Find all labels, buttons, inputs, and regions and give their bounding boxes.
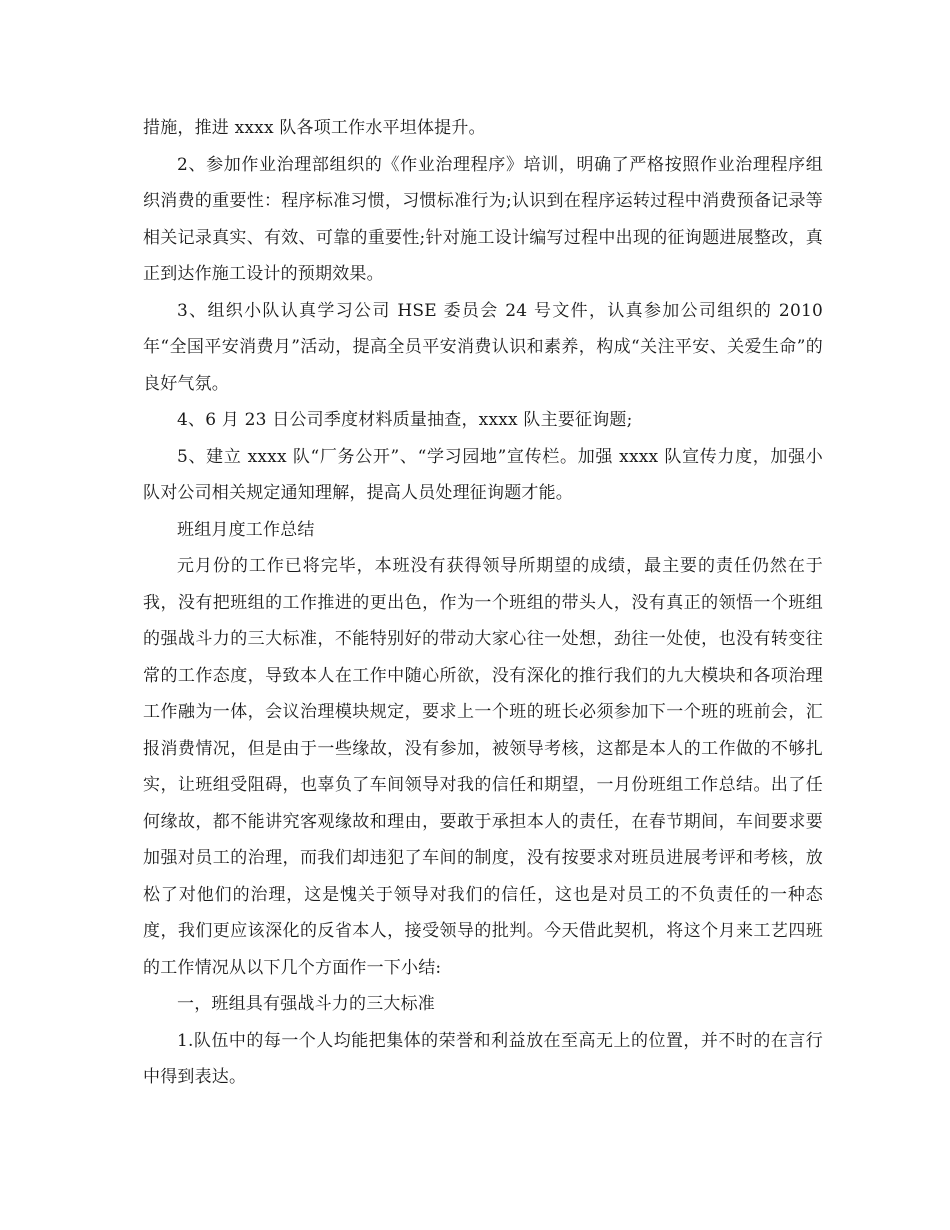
paragraph-item-5: 5、建立 xxxx 队“厂务公开”、“学习园地”宣传栏。加强 xxxx 队宣传力度，加强小队对公司相关规定通知理解，提高人员处理征询题才能。 xyxy=(143,446,823,503)
subheading-standards: 一，班组具有强战斗力的三大标准 xyxy=(177,994,435,1014)
section-heading: 班组月度工作总结 xyxy=(177,519,315,540)
paragraph-continuation: 措施，推进 xxxx 队各项工作水平坦体提升。 xyxy=(143,118,486,138)
paragraph-item-2: 2、参加作业治理部组织的《作业治理程序》培训，明确了严格按照作业治理程序组织消费的重要性：程序标准习惯，习惯标准行为;认识到在程序运转过程中消费预备记录等相关记录真实、有效、可靠的重要性;针对施工设计编写过程中出现的征询题进展整改，真正到达作施工设计的预期效果。 xyxy=(143,154,823,284)
paragraph-summary-body: 元月份的工作已将完毕，本班没有获得领导所期望的成绩，最主要的责任仍然在于我，没有把班组的工作推进的更出色，作为一个班组的带头人，没有真正的领悟一个班组的强战斗力的三大标准，不能特别好的带动大家心往一处想，劲往一处使，也没有转变往常的工作态度，导致本人在工作中随心所欲，没有深化的推行我们的九大模块和各项治理工作融为一体，会议治理模块规定，要求上一个班的班长必须参加下一个班的班前会，汇报消费情况，但是由于一些缘故，没有参加，被领导考核，这都是本人的工作做的不够扎实，让班组受阻碍，也辜负了车间领导对我的信任和期望，一月份班组工作总结。出了任何缘故，都不能讲究客观缘故和理由，要敢于承担本人的责任，在春节期间，车间要求要加强对员工的治理，而我们却违犯了车间的制度，没有按要求对班员进展考评和考核，放松了对他们的治理，这是愧关于领导对我们的信任，这也是对员工的不负责任的一种态度，我们更应该深化的反省本人，接受领导的批判。今天借此契机，将这个月来工艺四班的工作情况从以下几个方面作一下小结: xyxy=(143,556,823,978)
paragraph-standard-1: 1.队伍中的每一个人均能把集体的荣誉和利益放在至高无上的位置，并不时的在言行中得到表达。 xyxy=(143,1030,823,1087)
document-body xyxy=(143,110,823,1096)
paragraph-item-3: 3、组织小队认真学习公司 HSE 委员会 24 号文件，认真参加公司组织的 2010 年“全国平安消费月”活动，提高全员平安消费认识和素养，构成“关注平安、关爱生命”的良好气氛。 xyxy=(143,300,823,394)
paragraph-item-4: 4、6 月 23 日公司季度材料质量抽查，xxxx 队主要征询题; xyxy=(177,410,633,430)
